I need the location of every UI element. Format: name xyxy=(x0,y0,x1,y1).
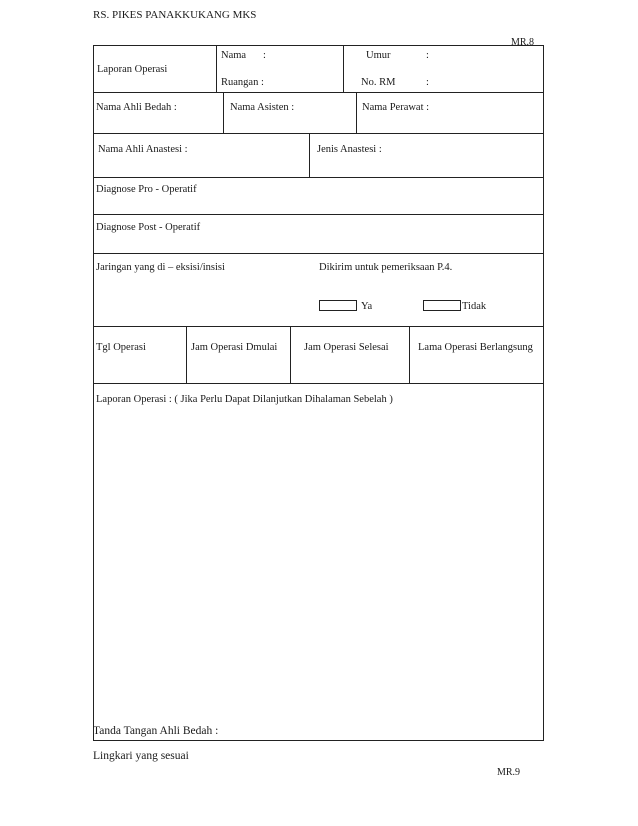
form-code-bottom: MR.9 xyxy=(497,767,521,778)
row-divider xyxy=(93,326,544,327)
cell-divider xyxy=(409,326,410,383)
nama-colon: : xyxy=(263,50,266,61)
diagnose-pre-label: Diagnose Pro - Operatif xyxy=(96,184,197,195)
norm-colon: : xyxy=(426,77,429,88)
nama-label: Nama xyxy=(221,50,247,61)
asisten-label: Nama Asisten : xyxy=(230,102,295,113)
lama-operasi-label: Lama Operasi Berlangsung xyxy=(418,342,533,353)
row-divider xyxy=(93,383,544,384)
cell-divider xyxy=(343,45,344,92)
ruangan-label: Ruangan : xyxy=(221,77,264,88)
form-code-top: MR.8 xyxy=(511,37,535,48)
perawat-label: Nama Perawat : xyxy=(362,102,430,113)
norm-label: No. RM xyxy=(361,77,396,88)
ya-label: Ya xyxy=(361,301,373,312)
cell-divider xyxy=(216,45,217,92)
umur-label: Umur xyxy=(366,50,391,61)
hospital-name: RS. PIKES PANAKKUKANG MKS xyxy=(93,9,257,21)
ahli-anastesi-label: Nama Ahli Anastesi : xyxy=(98,144,188,155)
row-divider xyxy=(93,214,544,215)
row-divider xyxy=(93,92,544,93)
cell-divider xyxy=(223,92,224,133)
ya-checkbox[interactable] xyxy=(319,300,357,311)
row-divider xyxy=(93,253,544,254)
cell-divider xyxy=(356,92,357,133)
signature-label: Tanda Tangan Ahli Bedah : xyxy=(93,725,219,737)
footer-note: Lingkari yang sesuai xyxy=(93,750,189,762)
ahli-bedah-label: Nama Ahli Bedah : xyxy=(96,102,177,113)
cell-divider xyxy=(290,326,291,383)
jaringan-label: Jaringan yang di – eksisi/insisi xyxy=(96,262,225,273)
dikirim-label: Dikirim untuk pemeriksaan P.4. xyxy=(319,262,453,273)
row-divider xyxy=(93,133,544,134)
tidak-label: Tidak xyxy=(462,301,487,312)
jam-selesai-label: Jam Operasi Selesai xyxy=(304,342,389,353)
umur-colon: : xyxy=(426,50,429,61)
tgl-operasi-label: Tgl Operasi xyxy=(96,342,146,353)
tidak-checkbox[interactable] xyxy=(423,300,461,311)
row-divider xyxy=(93,177,544,178)
jenis-anastesi-label: Jenis Anastesi : xyxy=(317,144,382,155)
laporan-note: Laporan Operasi : ( Jika Perlu Dapat Dilanjutkan Dihalaman Sebelah ) xyxy=(96,394,393,405)
cell-divider xyxy=(309,133,310,177)
form-title: Laporan Operasi xyxy=(97,64,168,75)
jam-mulai-label: Jam Operasi Dmulai xyxy=(191,342,278,353)
diagnose-post-label: Diagnose Post - Operatif xyxy=(96,222,201,233)
cell-divider xyxy=(186,326,187,383)
